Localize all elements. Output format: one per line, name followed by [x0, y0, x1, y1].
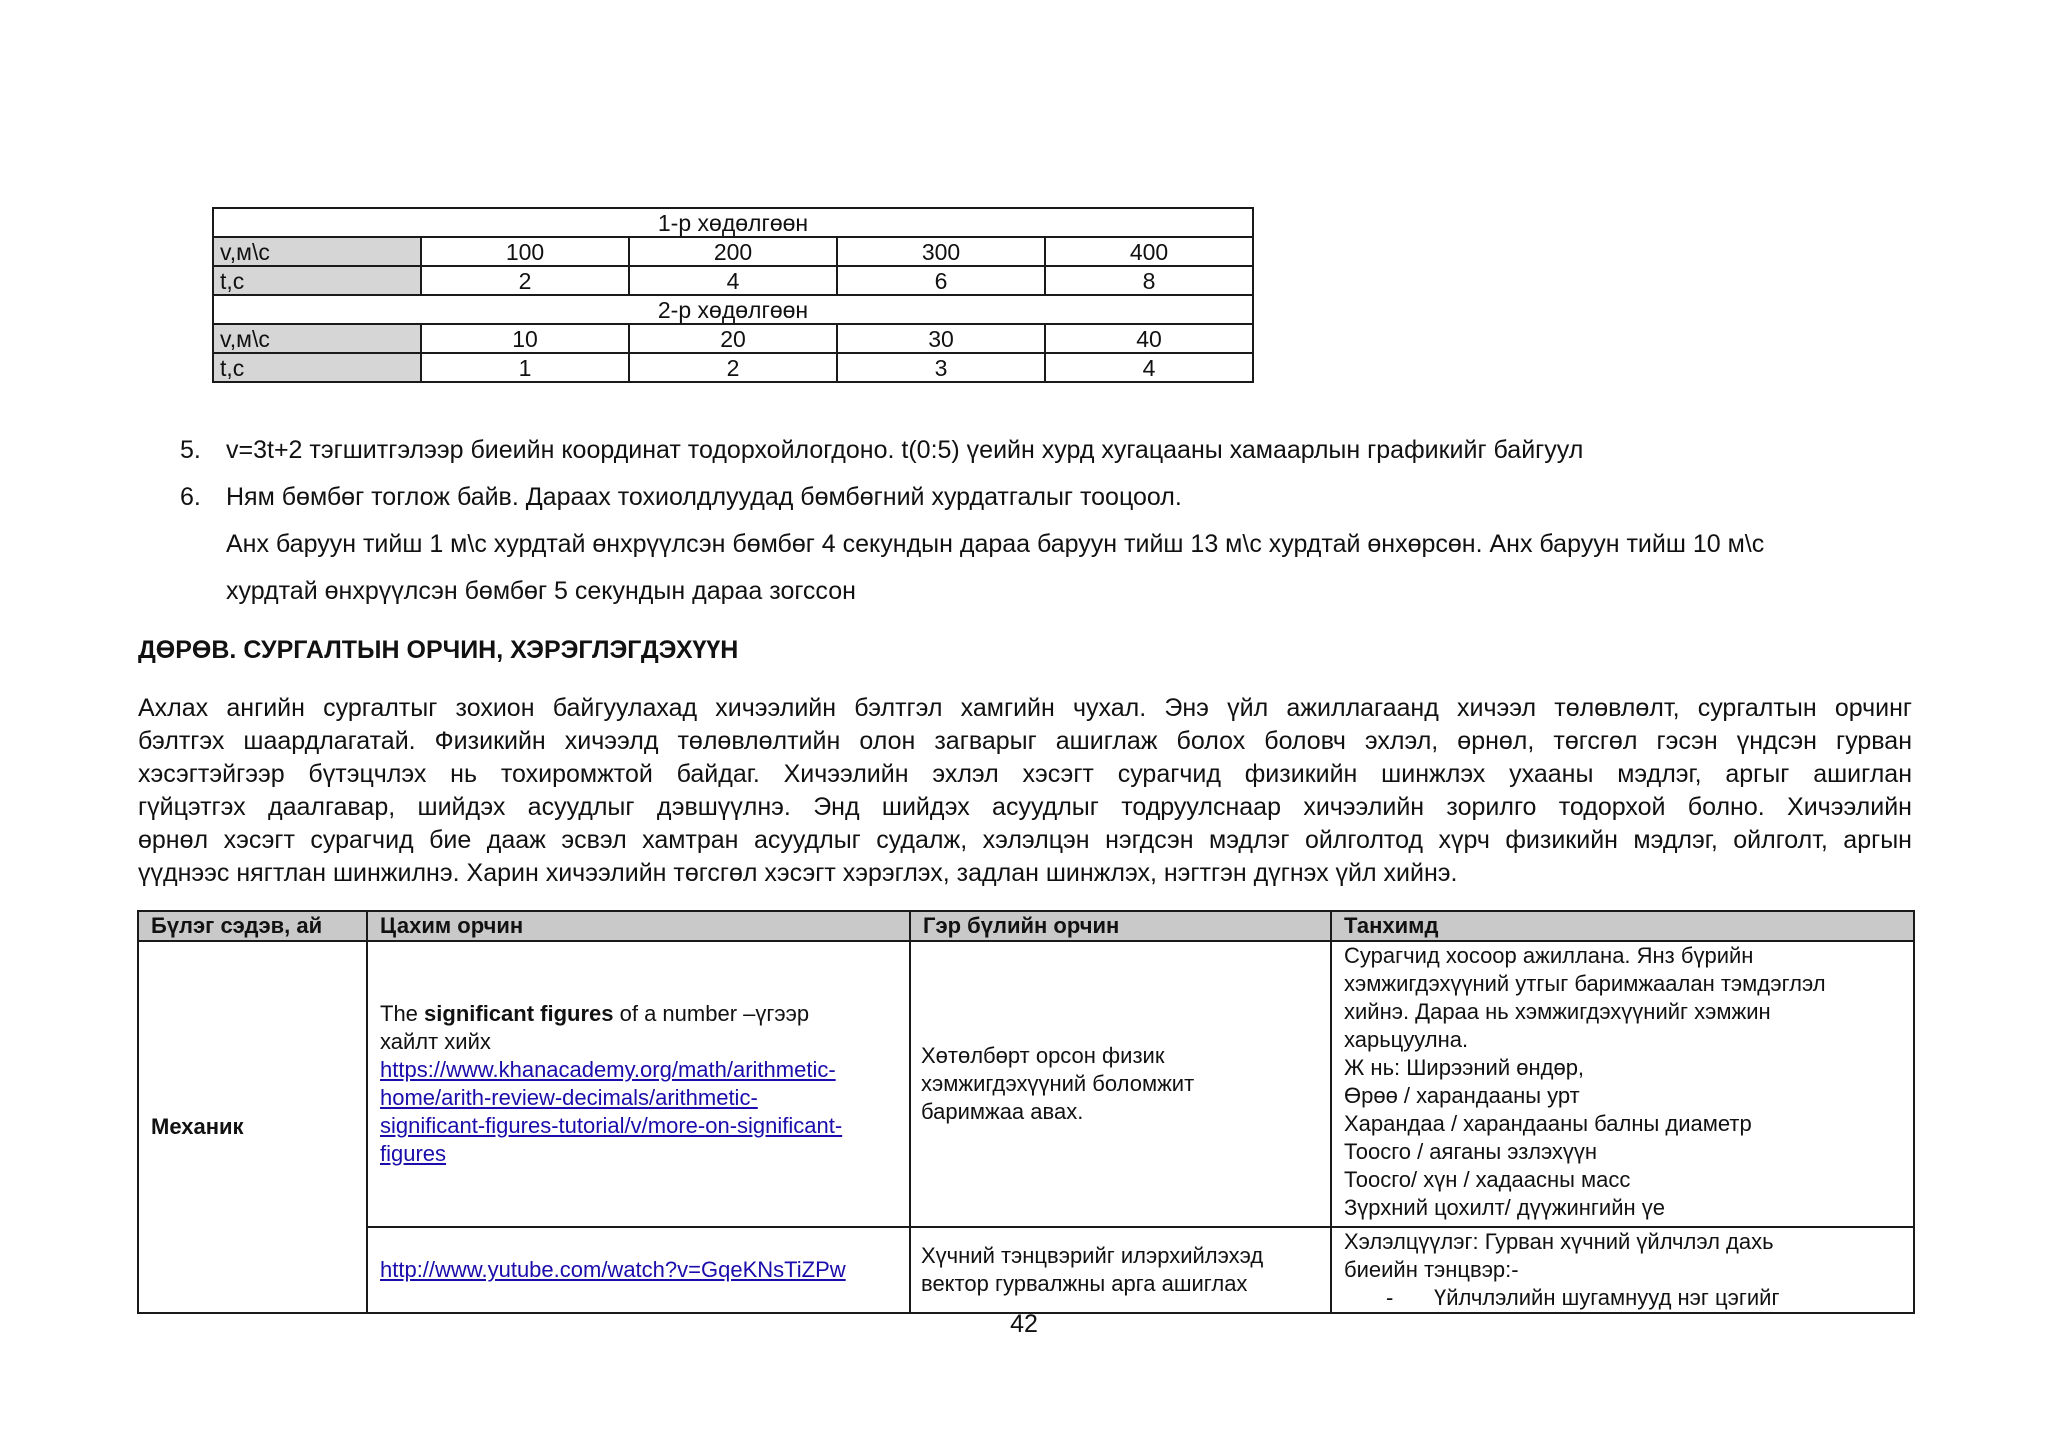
motion-section-title: 1-р хөдөлгөөн [213, 208, 1253, 237]
table-cell: 4 [1045, 353, 1253, 382]
home-text: баримжаа авах. [921, 1099, 1084, 1124]
home-text: вектор гурвалжны арга ашиглах [921, 1271, 1248, 1296]
table-cell: 6 [837, 266, 1045, 295]
task-continuation: Анх баруун тийш 1 м\с хурдтай өнхрүүлсэн бөмбөг 4 секундын дараа баруун тийш 13 м\с хурдтай өнхөрсөн. Анх баруун тийш 10 м\с [226, 530, 1765, 558]
home-text: Хүчний тэнцвэрийг илэрхийлэхэд [921, 1243, 1264, 1268]
table-cell: 200 [629, 237, 837, 266]
classroom-text: Ж нь: Ширээний өндөр, [1344, 1055, 1585, 1080]
bullet-item [1344, 1284, 1903, 1312]
time-label: t,с [213, 266, 421, 295]
khanacademy-link[interactable]: home/arith-review-decimals/arithmetic- [380, 1085, 758, 1110]
online-text: хайлт хийх [380, 1029, 491, 1054]
home-text: хэмжигдэхүүний боломжит [921, 1071, 1195, 1096]
motion-table [212, 207, 1254, 383]
khanacademy-link[interactable]: https://www.khanacademy.org/math/arithmetic- [380, 1057, 836, 1082]
task-text: v=3t+2 тэгшитгэлээр биеийн координат тодорхойлогдоно. t(0:5) үеийн хурд хугацааны хамаарлын графикийг байгуул [226, 436, 1584, 464]
table-row [138, 941, 1914, 1227]
page-number: 42 [1010, 1310, 1038, 1338]
khanacademy-link[interactable]: figures [380, 1141, 447, 1166]
classroom-text: Тоосго / аяганы эзлэхүүн [1344, 1139, 1598, 1164]
home-cell [910, 1227, 1331, 1313]
bullet-dash: - [1386, 1285, 1394, 1310]
online-bold-text: significant figures [424, 1001, 614, 1026]
paragraph-line: өрнөл хэсэгт сурагчид бие дааж эсвэл хамтран асуудлыг судалж, хэлэлцэн нэгдсэн мэдлэг ойлголтод хүрч физикийн мэдлэг, ойлголт, аргын [138, 826, 1912, 854]
table-cell: 100 [421, 237, 629, 266]
classroom-text: хэмжигдэхүүний утгыг баримжаалан тэмдэглэл [1344, 971, 1826, 996]
online-cell [367, 941, 910, 1227]
section-heading: ДӨРӨВ. СУРГАЛТЫН ОРЧИН, ХЭРЭГЛЭГДЭХҮҮН [138, 636, 739, 664]
table-cell: 1 [421, 353, 629, 382]
task-text: Ням бөмбөг тоглож байв. Дараах тохиолдлуудад бөмбөгний хурдатгалыг тооцоол. [226, 483, 1182, 511]
home-cell [910, 941, 1331, 1227]
table-cell: 30 [837, 324, 1045, 353]
velocity-row [213, 324, 1253, 353]
table-cell: 400 [1045, 237, 1253, 266]
classroom-text: Өрөө / харандааны урт [1344, 1083, 1580, 1108]
velocity-label: v,м\с [213, 237, 421, 266]
home-text: Хөтөлбөрт орсон физик [921, 1043, 1165, 1068]
table-cell: 8 [1045, 266, 1253, 295]
youtube-link[interactable]: http://www.yutube.com/watch?v=GqeKNsTiZPw [380, 1257, 846, 1282]
online-text: The [380, 1001, 425, 1026]
table-cell: 3 [837, 353, 1045, 382]
table-cell: 300 [837, 237, 1045, 266]
column-header-topic: Бүлэг сэдэв, ай [138, 911, 367, 941]
table-row [138, 1227, 1914, 1313]
paragraph-line: бэлтгэх шаардлагатай. Физикийн хичээлд төлөвлөлтийн олон загварыг ашиглаж болох боловч эхлэл, өрнөл, төгсгөл гэсэн үндсэн гурван [138, 727, 1912, 755]
table-cell: 4 [629, 266, 837, 295]
motion-section-title: 2-р хөдөлгөөн [213, 295, 1253, 324]
table-cell: 40 [1045, 324, 1253, 353]
task-continuation: хурдтай өнхрүүлсэн бөмбөг 5 секундын дараа зогссон [226, 577, 856, 605]
online-cell [367, 1227, 910, 1313]
velocity-label: v,м\с [213, 324, 421, 353]
column-header-classroom: Танхимд [1331, 911, 1914, 941]
classroom-text: Сурагчид хосоор ажиллана. Янз бүрийн [1344, 943, 1754, 968]
classroom-text: Тоосго/ хүн / хадаасны масс [1344, 1167, 1631, 1192]
classroom-text: хийнэ. Дараа нь хэмжигдэхүүнийг хэмжин [1344, 999, 1771, 1024]
column-header-online: Цахим орчин [367, 911, 910, 941]
classroom-text: биеийн тэнцвэр:- [1344, 1257, 1519, 1282]
bullet-text: Үйлчлэлийн шугамнууд нэг цэгийг [1434, 1285, 1780, 1310]
time-row [213, 266, 1253, 295]
motion-section-row [213, 295, 1253, 324]
paragraph-line: Ахлах ангийн сургалтыг зохион байгуулахад хичээлийн бэлтгэл хамгийн чухал. Энэ үйл ажиллагаанд хичээл төлөвлөлт, сургалтын орчинг [138, 694, 1912, 722]
motion-section-row [213, 208, 1253, 237]
table-header-row [138, 911, 1914, 941]
time-row [213, 353, 1253, 382]
paragraph-line: хэсэгтэйгээр бүтэцчлэх нь тохиромжтой байдаг. Хичээлийн эхлэл хэсэгт сурагчид физикийн шинжлэх ухааны мэдлэг, аргыг ашиглан [138, 760, 1912, 788]
paragraph-line: гүйцэтгэх даалгавар, шийдэх асуудлыг дэвшүүлнэ. Энд шийдэх асуудлыг тодруулснаар хичээлийн зорилго тодорхой болно. Хичээлийн [138, 793, 1912, 821]
khanacademy-link[interactable]: significant-figures-tutorial/v/more-on-significant- [380, 1113, 843, 1138]
table-cell: 2 [629, 353, 837, 382]
online-text: of a number –үгээр [613, 1001, 810, 1026]
velocity-row [213, 237, 1253, 266]
task-number: 5. [180, 436, 201, 464]
table-cell: 2 [421, 266, 629, 295]
online-description [380, 1000, 899, 1028]
classroom-cell [1331, 1227, 1914, 1313]
classroom-text: Хэлэлцүүлэг: Гурван хүчний үйлчлэл дахь [1344, 1229, 1774, 1254]
classroom-text: Харандаа / харандааны балны диаметр [1344, 1111, 1752, 1136]
time-label: t,с [213, 353, 421, 382]
table-cell: 10 [421, 324, 629, 353]
classroom-cell [1331, 941, 1914, 1227]
environment-table [137, 910, 1915, 1314]
column-header-home: Гэр бүлийн орчин [910, 911, 1331, 941]
task-number: 6. [180, 483, 201, 511]
body-paragraph [138, 692, 1912, 890]
paragraph-line: үүднээс нягтлан шинжилнэ. Харин хичээлийн төгсгөл хэсэгт хэрэглэх, задлан шинжлэх, нэгтгэн дүгнэх үйл хийнэ. [138, 859, 1458, 887]
classroom-text: харьцуулна. [1344, 1027, 1469, 1052]
topic-cell: Механик [138, 941, 367, 1313]
classroom-text: Зүрхний цохилт/ дүүжингийн үе [1344, 1195, 1665, 1220]
table-cell: 20 [629, 324, 837, 353]
